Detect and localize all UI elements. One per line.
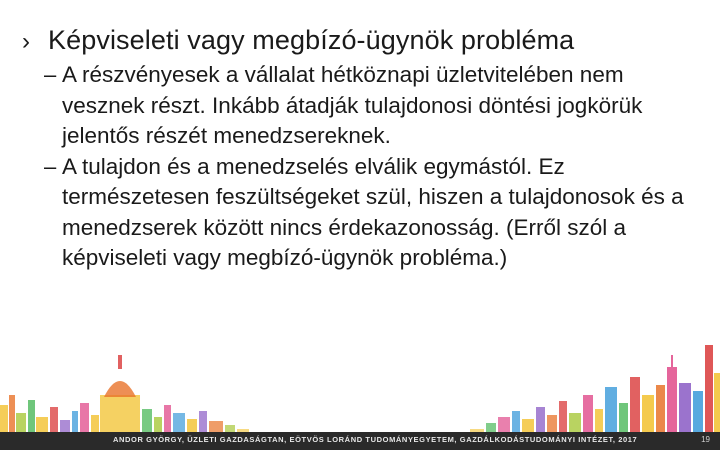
list-item-text: A tulajdon és a menedzselés elválik egymástól. Ez természetesen feszültségeket szül, hiszen a tulajdonosok és a menedzserek között nincs érdekazonosság. (Erről szól a képviseleti vagy megbízó-ügynök probléma.)	[62, 153, 684, 270]
bullet-list	[44, 60, 704, 274]
list-item	[44, 60, 704, 152]
slide-title	[22, 22, 712, 60]
title-bullet: ›	[22, 28, 30, 55]
skyline-dome	[104, 381, 136, 397]
page-number: 19	[701, 435, 710, 444]
footer-text: ANDOR GYÖRGY, ÜZLETI GAZDASÁGTAN, EÖTVÖS LORÁND TUDOMÁNYEGYETEM, GAZDÁLKODÁSTUDOMÁNYI INTÉZET, 2017	[113, 435, 638, 444]
list-item-text: A részvényesek a vállalat hétköznapi üzletvitelében nem vesznek részt. Inkább átadják tulajdonosi döntési jogkörük jelentős részét menedzsereknek.	[62, 62, 643, 148]
title-text: Képviseleti vagy megbízó-ügynök probléma	[48, 25, 575, 55]
skyline-spire	[671, 355, 673, 367]
skyline-spire	[118, 355, 122, 369]
list-item	[44, 152, 704, 274]
dash-bullet: –	[44, 62, 57, 87]
dash-bullet: –	[44, 153, 57, 179]
